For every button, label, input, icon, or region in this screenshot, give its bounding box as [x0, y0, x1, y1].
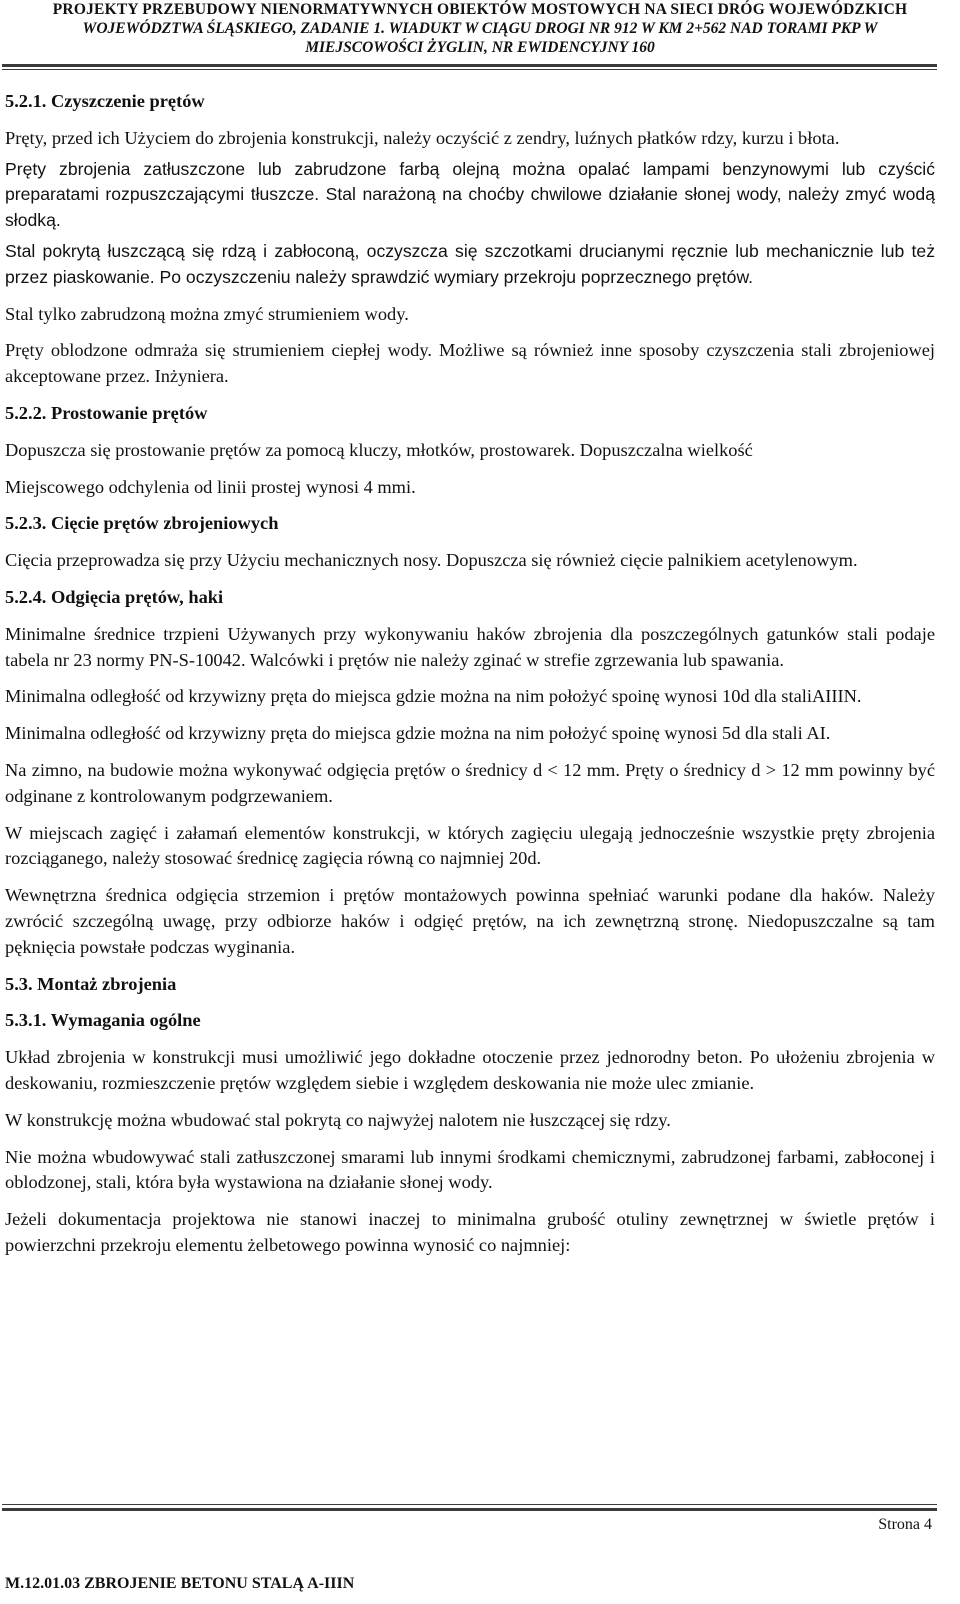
heading-5-2-3: 5.2.3. Cięcie prętów zbrojeniowych [5, 513, 279, 534]
paragraph-text: Pręty zbrojenia zatłuszczone lub zabrudzone farbą olejną można opalać lampami benzynowymi lub czyścić preparatami rozpuszczającymi tłuszcze. Stal narażoną na choćby chwilowe działanie słonej wody, należy zmyć wodą słodką. [5, 158, 935, 231]
heading-5-3-1: 5.3.1. Wymagania ogólne [5, 1010, 201, 1031]
paragraph: Cięcia przeprowadza się przy Użyciu mechanicznych nosy. Dopuszcza się również cięcie palnikiem acetylenowym. [5, 550, 858, 571]
paragraph: Stal tylko zabrudzoną można zmyć strumieniem wody. [5, 303, 409, 324]
header-line-1: PROJEKTY PRZEBUDOWY NIENORMATYWNYCH OBIEKTÓW MOSTOWYCH NA SIECI DRÓG WOJEWÓDZKICH [52, 1, 908, 18]
paragraph: Stal pokrytą łuszczącą się rdzą i zabłoconą, oczyszcza się szczotkami drucianymi ręcznie lub mechanicznie lub też przez piaskowanie. Po oczyszczeniu należy sprawdzić wymiary przekroju poprzecznego prętów. [5, 240, 935, 287]
spec-code: M.12.01.03 ZBROJENIE BETONU STALĄ A-IIIN [5, 1575, 355, 1592]
paragraph: Minimalna odległość od krzywizny pręta do miejsca gdzie można na nim położyć spoinę wynosi 5d dla stali AI. [5, 723, 831, 744]
footer-rule-thick [2, 1508, 937, 1511]
paragraph: Pręty oblodzone odmraża się strumieniem ciepłej wody. Możliwe są również inne sposoby czyszczenia stali zbrojeniowej akceptowane przez. Inżyniera. [5, 340, 935, 387]
paragraph: W konstrukcję można wbudować stal pokrytą co najwyżej nalotem nie łuszczącej się rdzy. [5, 1109, 671, 1130]
paragraph: W miejscach zagięć i załamań elementów konstrukcji, w których zagięciu ulegają jednocześnie wszystkie pręty zbrojenia rozciąganego, należy stosować średnicę zagięcia równą co najmniej 20d. [5, 822, 935, 869]
header-rule-thick [2, 64, 937, 67]
paragraph: Dopuszcza się prostowanie prętów za pomocą kluczy, młotków, prostowarek. Dopuszczalna wielkość [5, 439, 753, 460]
header-line-2: WOJEWÓDZTWA ŚLĄSKIEGO, ZADANIE 1. WIADUKT W CIĄGU DROGI NR 912 W KM 2+562 NAD TORAMI PKP W [82, 20, 878, 37]
heading-5-2-4: 5.2.4. Odgięcia prętów, haki [5, 586, 224, 607]
page-header [0, 0, 960, 57]
heading-5-2-2: 5.2.2. Prostowanie prętów [5, 402, 208, 423]
paragraph: Minimalne średnice trzpieni Używanych przy wykonywaniu haków zbrojenia dla poszczególnych gatunków stali podaje tabela nr 23 normy PN-S-10042. Walcówki i prętów nie należy zginać w strefie zgrzewania lub spawania. [5, 623, 935, 670]
paragraph: Pręty, przed ich Użyciem do zbrojenia konstrukcji, należy oczyścić z zendry, luźnych płatków rdzy, kurzu i błota. [5, 127, 840, 148]
paragraph: Wewnętrzna średnica odgięcia strzemion i prętów montażowych powinna spełniać warunki podane dla haków. Należy zwrócić szczególną uwagę, przy odbiorze haków i odgięć prętów, na ich zewnętrzną stronę. Niedopuszczalne są tam pęknięcia powstałe podczas wyginania. [5, 885, 935, 957]
heading-5-2-1: 5.2.1. Czyszczenie prętów [5, 91, 205, 111]
page-number: Strona 4 [878, 1516, 932, 1533]
paragraph [5, 157, 935, 234]
paragraph: Nie można wbudowywać stali zatłuszczonej smarami lub innymi środkami chemicznymi, zabrudzonej farbami, zabłoconej i oblodzonej, stali, która była wystawiona na działanie słonej wody. [5, 1146, 935, 1193]
paragraph: Miejscowego odchylenia od linii prostej wynosi 4 mmi. [5, 476, 416, 497]
paragraph: Minimalna odległość od krzywizny pręta do miejsca gdzie można na nim położyć spoinę wynosi 10d dla staliAIIIN. [5, 686, 862, 707]
footer-rule-thin [2, 1504, 937, 1505]
heading-5-3: 5.3. Montaż zbrojenia [5, 973, 177, 994]
paragraph: Układ zbrojenia w konstrukcji musi umożliwić jego dokładne otoczenie przez jednorodny beton. Po ułożeniu zbrojenia w deskowaniu, rozmieszczenie prętów względem siebie i względem deskowania nie może ulec zmianie. [5, 1047, 935, 1093]
paragraph: Jeżeli dokumentacja projektowa nie stanowi inaczej to minimalna grubość otuliny zewnętrznej w świetle prętów i powierzchni przekroju elementu żelbetowego powinna wynosić co najmniej: [5, 1209, 935, 1255]
paragraph: Na zimno, na budowie można wykonywać odgięcia prętów o średnicy d < 12 mm. Pręty o średnicy d > 12 mm powinny być odginane z kontrolowanym podgrzewaniem. [5, 759, 935, 806]
header-line-3: MIEJSCOWOŚCI ŻYGLIN, NR EWIDENCYJNY 160 [305, 39, 655, 56]
header-rule-thin [2, 69, 937, 70]
page-body [5, 89, 935, 1270]
